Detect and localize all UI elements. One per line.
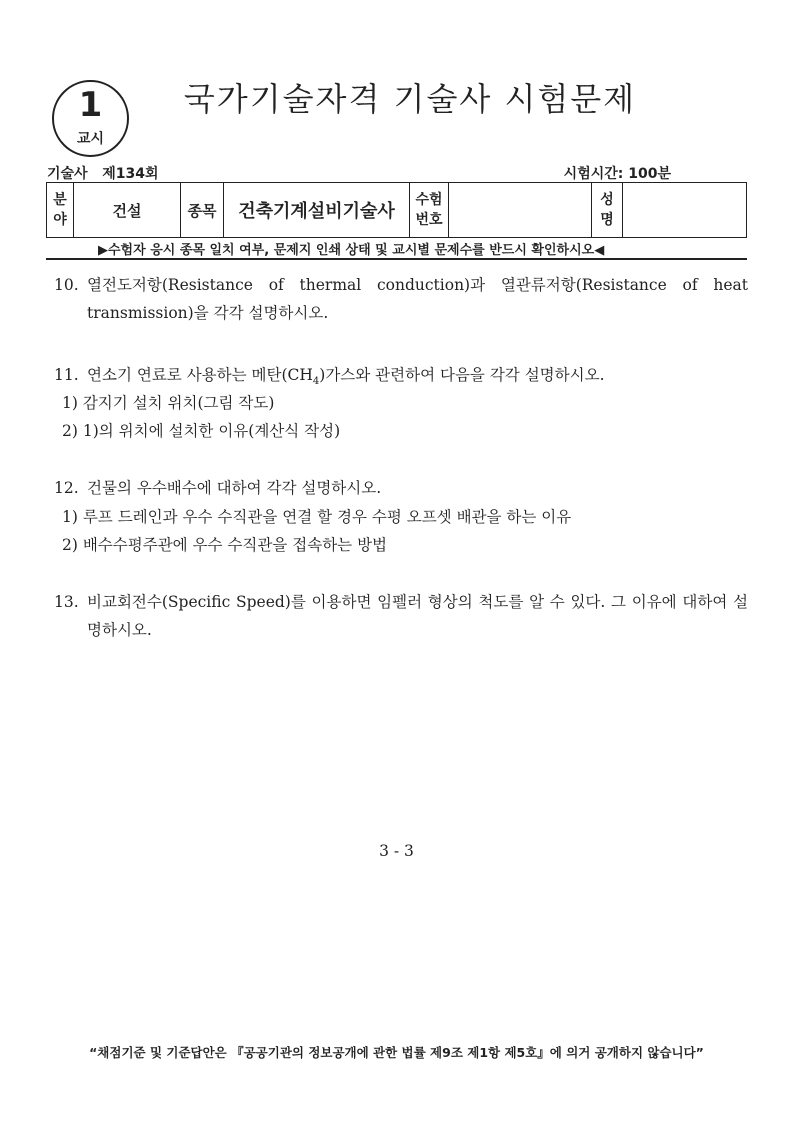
question-text: 연소기 연료로 사용하는 메탄$(CH_4)$가스와 관련하여 다음을 각각 설명하시오. (87, 366, 605, 388)
name-label-top: 성 (600, 192, 614, 208)
question-number: 13. (54, 593, 79, 611)
question-number: 11. (54, 366, 79, 384)
exam-no-value (449, 183, 592, 238)
question-11-items (62, 389, 340, 445)
name-label-cell (592, 183, 623, 238)
exam-no-label-cell (410, 183, 449, 238)
list-item: 1) 감지기 설치 위치(그림 작도) (62, 394, 275, 412)
question-10 (54, 271, 748, 327)
exam-info-table (46, 182, 747, 238)
footer-disclaimer: “채점기준 및 기준답안은 『공공기관의 정보공개에 관한 법률 제9조 제1항 제5호』에 의거 공개하지 않습니다” (89, 1045, 704, 1060)
session-badge (52, 80, 129, 157)
question-text: 비교회전수(Specific Speed)를 이용하면 임펠러 형상의 척도를 알 수 있다. 그 이유에 대하여 설명하시오. (87, 593, 748, 639)
question-text: 열전도저항(Resistance of thermal conduction)과 열관류저항(Resistance of heat transmission)을 각각 설명하시오. (87, 276, 748, 322)
category-label: 종목 (181, 183, 224, 238)
exam-no-label-top: 수험 (415, 192, 443, 208)
question-number: 12. (54, 479, 79, 497)
question-number: 10. (54, 276, 79, 294)
session-label: 교시 (76, 131, 105, 147)
field-value: 건설 (74, 183, 181, 238)
list-item: 1) 루프 드레인과 우수 수직관을 연결 할 경우 수평 오프셋 배관을 하는 이유 (62, 508, 572, 526)
question-13 (54, 588, 748, 644)
question-12-items (62, 503, 571, 559)
page-number: 3 - 3 (379, 842, 414, 860)
name-value (623, 183, 747, 238)
field-label-bottom: 야 (53, 212, 67, 228)
list-item: 2) 배수수평주관에 우수 수직관을 접속하는 방법 (62, 536, 388, 554)
subscript: 4 (312, 376, 320, 388)
exam-time: 시험시간: 100분 (563, 166, 671, 182)
page-title: 국가기술자격 기술사 시험문제 (183, 80, 637, 118)
field-label-top: 분 (53, 192, 67, 208)
session-number: 1 (78, 85, 103, 125)
exam-round: 기술사 제134회 (47, 166, 159, 182)
notice-bar (46, 238, 747, 260)
question-text: 건물의 우수배수에 대하여 각각 설명하시오. (87, 479, 382, 497)
question-12 (54, 474, 748, 502)
name-label-bottom: 명 (600, 212, 614, 228)
notice-text: ▶수험자 응시 종목 일치 여부, 문제지 인쇄 상태 및 교시별 문제수를 반드시 확인하시오◀ (98, 243, 605, 258)
category-value: 건축기계설비기술사 (224, 183, 410, 238)
list-item: 2) 1)의 위치에 설치한 이유(계산식 작성) (62, 422, 341, 440)
exam-no-label-bottom: 번호 (415, 212, 443, 228)
field-label-cell (47, 183, 74, 238)
